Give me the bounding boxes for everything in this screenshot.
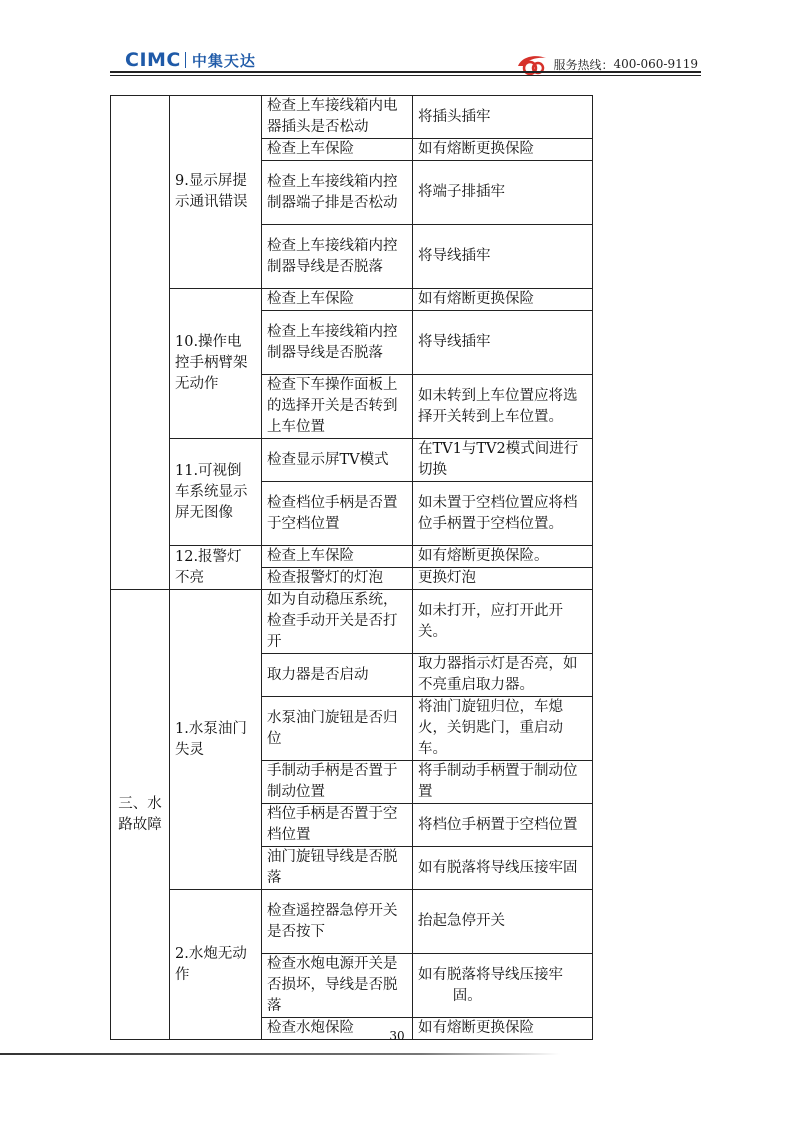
check-cell: 检查下车操作面板上的选择开关是否转到上车位置	[262, 375, 413, 439]
fix-cell: 如有熔断更换保险	[413, 289, 593, 311]
fix-cell: 将导线插牢	[413, 225, 593, 289]
table-row	[111, 546, 593, 568]
footer-rule	[0, 1053, 560, 1055]
check-cell: 检查水炮保险	[262, 1018, 413, 1040]
fault-cell: 12.报警灯不亮	[170, 546, 262, 590]
fix-cell: 将导线插牢	[413, 311, 593, 375]
check-cell: 检查报警灯的灯泡	[262, 568, 413, 590]
fault-cell: 11.可视倒车系统显示屏无图像	[170, 439, 262, 546]
table-row	[111, 890, 593, 954]
fix-cell: 将油门旋钮归位，车熄火，关钥匙门，重启动车。	[413, 697, 593, 761]
check-cell: 检查上车接线箱内控制器导线是否脱落	[262, 311, 413, 375]
fix-cell: 如未转到上车位置应将选择开关转到上车位置。	[413, 375, 593, 439]
fault-cell: 9.显示屏提示通讯错误	[170, 96, 262, 289]
fault-cell: 1.水泵油门失灵	[170, 590, 262, 890]
check-cell: 手制动手柄是否置于制动位置	[262, 761, 413, 804]
check-cell: 检查档位手柄是否置于空档位置	[262, 482, 413, 546]
fix-cell: 如有熔断更换保险。	[413, 546, 593, 568]
table-row	[111, 289, 593, 311]
fix-cell: 取力器指示灯是否亮，如不亮重启取力器。	[413, 654, 593, 697]
fix-cell: 更换灯泡	[413, 568, 593, 590]
check-cell: 取力器是否启动	[262, 654, 413, 697]
fault-cell: 2.水炮无动作	[170, 890, 262, 1040]
fix-cell: 在TV1与TV2模式间进行切换	[413, 439, 593, 482]
page-number: 30	[389, 1029, 405, 1043]
section-cell-water: 三、水路故障	[111, 590, 170, 1040]
logo-en-text: CIMC	[125, 49, 181, 71]
table-row	[111, 439, 593, 482]
fix-cell: 如有脱落将导线压接牢固	[413, 847, 593, 890]
fix-text-line2: 固。	[452, 987, 482, 1004]
check-cell: 检查上车保险	[262, 289, 413, 311]
check-cell: 检查遥控器急停开关是否按下	[262, 890, 413, 954]
fix-cell: 抬起急停开关	[413, 890, 593, 954]
check-cell: 检查水炮电源开关是否损坏，导线是否脱落	[262, 954, 413, 1018]
table-row	[111, 96, 593, 139]
section-cell-continued	[111, 96, 170, 590]
fault-cell: 10.操作电控手柄臂架无动作	[170, 289, 262, 439]
check-cell: 检查上车接线箱内电器插头是否松动	[262, 96, 413, 139]
fix-cell	[413, 954, 593, 1018]
header-rule-thin	[110, 75, 701, 76]
check-cell: 检查上车接线箱内控制器端子排是否松动	[262, 161, 413, 225]
check-cell: 检查上车保险	[262, 139, 413, 161]
logo-divider	[185, 52, 186, 68]
fix-cell: 将手制动手柄置于制动位置	[413, 761, 593, 804]
header-rule	[110, 71, 701, 73]
check-cell: 检查上车保险	[262, 546, 413, 568]
check-cell: 如为自动稳压系统，检查手动开关是否打开	[262, 590, 413, 654]
fix-cell: 如有熔断更换保险	[413, 1018, 593, 1040]
fix-cell: 如有熔断更换保险	[413, 139, 593, 161]
fix-cell: 如未打开，应打开此开关。	[413, 590, 593, 654]
fix-cell: 将端子排插牢	[413, 161, 593, 225]
check-cell: 检查显示屏TV模式	[262, 439, 413, 482]
hotline-label: 服务热线：	[553, 57, 614, 72]
check-cell: 检查上车接线箱内控制器导线是否脱落	[262, 225, 413, 289]
fix-cell: 将插头插牢	[413, 96, 593, 139]
cimc-logo	[125, 49, 256, 71]
fix-cell: 将档位手柄置于空档位置	[413, 804, 593, 847]
check-cell: 油门旋钮导线是否脱落	[262, 847, 413, 890]
check-cell: 档位手柄是否置于空档位置	[262, 804, 413, 847]
hotline-number: 400-060-9119	[613, 57, 698, 71]
troubleshooting-table	[110, 95, 593, 1040]
check-cell: 水泵油门旋钮是否归位	[262, 697, 413, 761]
fix-text-line1: 如有脱落将导线压接牢	[418, 966, 563, 983]
table-row	[111, 590, 593, 654]
page-header	[0, 0, 794, 80]
logo-cn-text: 中集天达	[191, 51, 256, 70]
fix-cell: 如未置于空档位置应将档位手柄置于空档位置。	[413, 482, 593, 546]
